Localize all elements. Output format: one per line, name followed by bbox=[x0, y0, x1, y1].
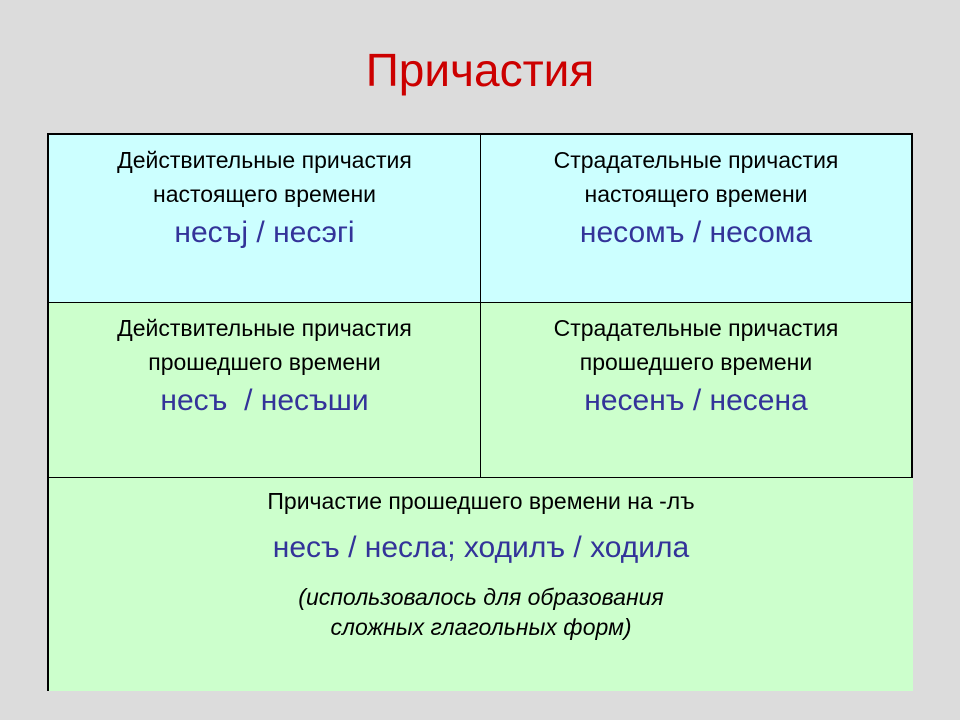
cell-heading bbox=[49, 311, 480, 379]
example-forms: несъj / несэгi bbox=[174, 216, 355, 249]
cell-active-past bbox=[49, 303, 481, 478]
participles-table bbox=[47, 133, 913, 691]
cell-active-present bbox=[49, 135, 481, 303]
note-line: сложных глагольных форм) bbox=[330, 614, 632, 640]
note-line: (использовалось для образования bbox=[298, 584, 664, 610]
cell-l-participle bbox=[49, 478, 913, 691]
cell-heading bbox=[481, 311, 911, 379]
heading-line: Страдательные причастия bbox=[553, 315, 839, 341]
example-forms: несенъ / несена bbox=[584, 384, 808, 417]
example-forms: несомъ / несома bbox=[579, 216, 813, 249]
cell-heading bbox=[49, 143, 480, 211]
heading-line: настоящего времени bbox=[153, 181, 376, 207]
example-forms: несъ / несъши bbox=[160, 384, 369, 417]
heading-line: Действительные причастия bbox=[117, 315, 412, 341]
usage-note bbox=[49, 582, 913, 642]
cell-passive-present bbox=[481, 135, 913, 303]
heading-line: Действительные причастия bbox=[117, 147, 412, 173]
heading-line: прошедшего времени bbox=[148, 349, 381, 375]
heading-line: настоящего времени bbox=[584, 181, 808, 207]
cell-passive-past bbox=[481, 303, 913, 478]
example-forms: несъ / несла; ходилъ / ходила bbox=[272, 531, 690, 564]
cell-heading: Причастие прошедшего времени на -лъ bbox=[267, 488, 695, 514]
slide-title: Причастия bbox=[365, 44, 595, 96]
heading-line: прошедшего времени bbox=[579, 349, 813, 375]
cell-heading bbox=[481, 143, 911, 211]
heading-line: Страдательные причастия bbox=[553, 147, 839, 173]
